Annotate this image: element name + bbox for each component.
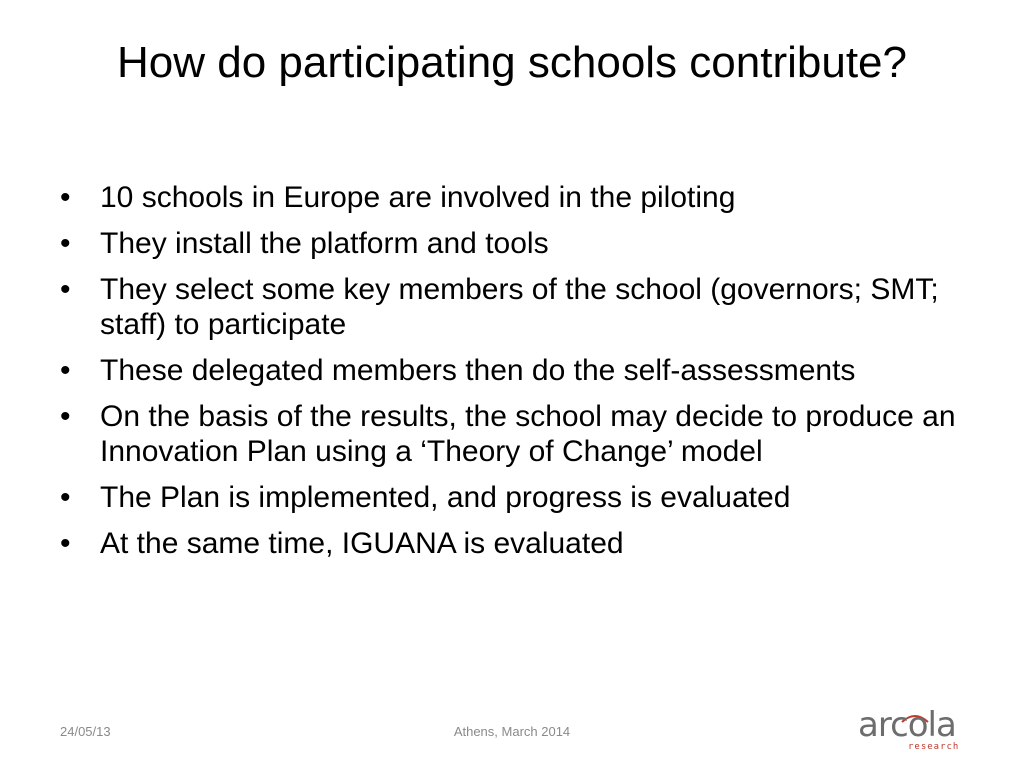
bullet-item (60, 480, 970, 515)
bullet-icon: • (60, 181, 71, 214)
bullet-icon: • (60, 227, 71, 260)
logo-word: arcola (858, 705, 956, 745)
footer-location: Athens, March 2014 (453, 724, 571, 739)
logo-subtext: research (908, 742, 960, 752)
bullet-item (60, 526, 970, 561)
bullet-text: 10 schools in Europe are involved in the piloting (100, 181, 736, 214)
bullet-text: They install the platform and tools (100, 227, 549, 260)
arcola-logo (850, 706, 970, 756)
bullet-item (60, 353, 970, 388)
bullet-icon: • (60, 273, 71, 306)
bullet-text: On the basis of the results, the school may decide to produce an Innovation Plan using a ‘Theory of Change’ model (100, 400, 956, 468)
bullet-item (60, 399, 970, 469)
bullet-text: The Plan is implemented, and progress is evaluated (100, 481, 791, 514)
bullet-text: At the same time, IGUANA is evaluated (100, 527, 624, 560)
bullet-text: These delegated members then do the self-assessments (100, 354, 856, 387)
bullet-icon: • (60, 400, 71, 433)
bullet-list (60, 180, 970, 572)
slide-title: How do participating schools contribute? (116, 38, 907, 87)
bullet-text: They select some key members of the school (governors; SMT; staff) to participate (100, 273, 939, 341)
bullet-item (60, 272, 970, 342)
bullet-item (60, 180, 970, 215)
bullet-icon: • (60, 481, 71, 514)
bullet-item (60, 226, 970, 261)
bullet-icon: • (60, 527, 71, 560)
footer-date: 24/05/13 (60, 724, 111, 739)
bullet-icon: • (60, 354, 71, 387)
